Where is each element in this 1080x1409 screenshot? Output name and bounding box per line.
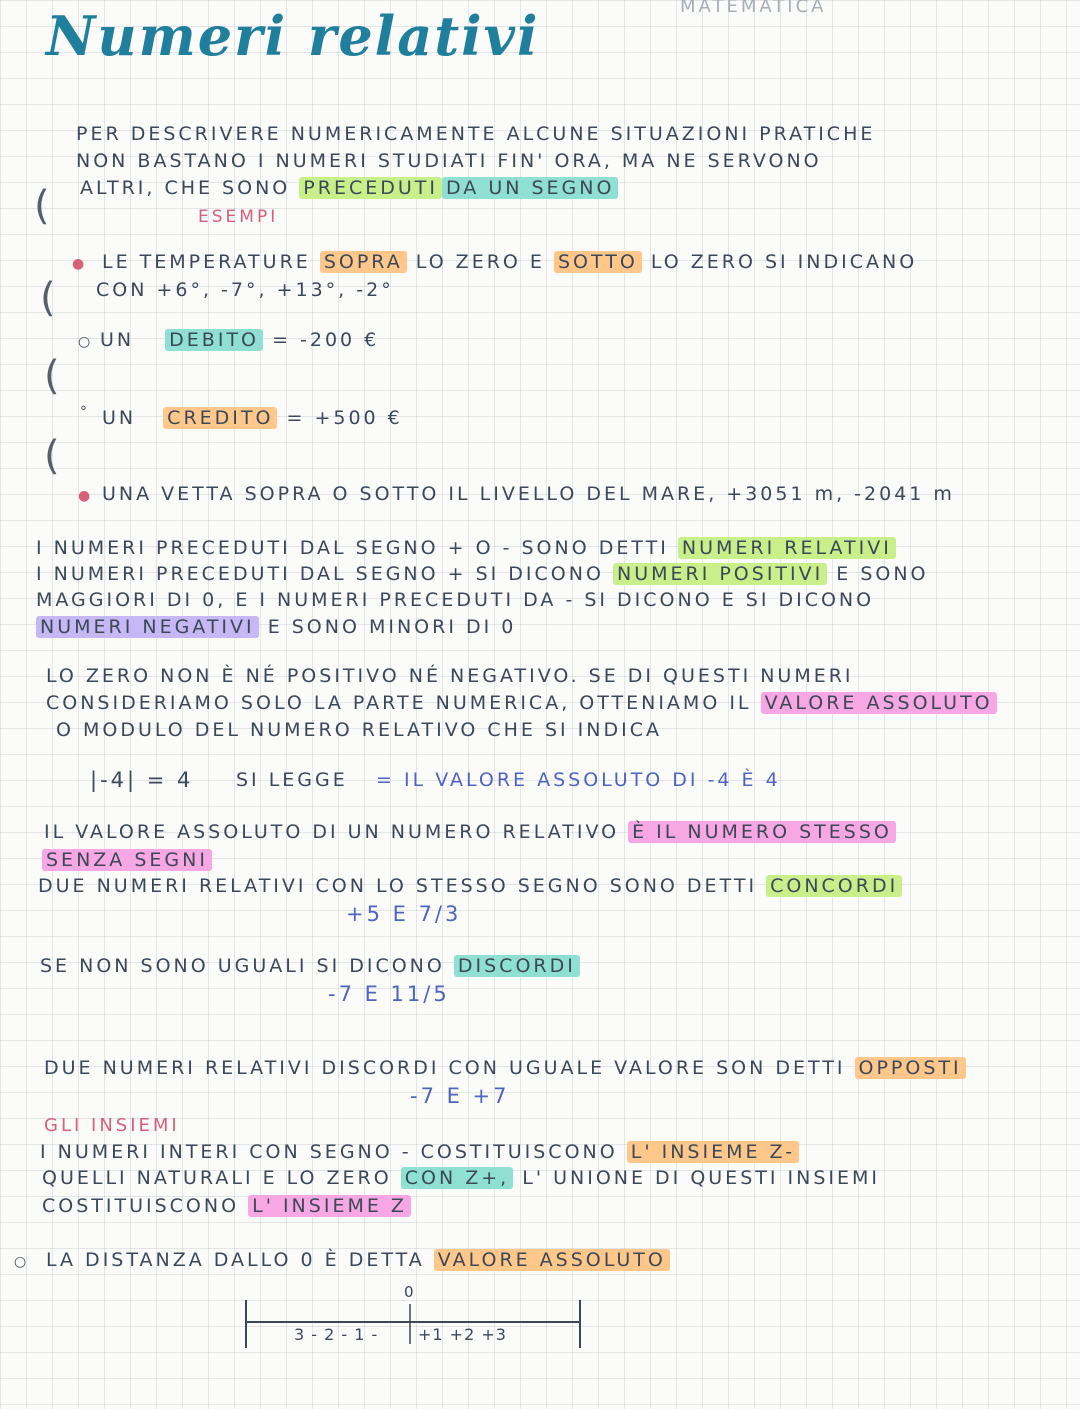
zero-line-1: LO ZERO NON È NÉ POSITIVO NÉ NEGATIVO. SE DI QUESTI NUMERI: [46, 665, 854, 687]
page-title: Numeri relativi: [46, 4, 540, 68]
highlight-z-plus: CON Z+,: [401, 1167, 513, 1189]
highlight-numeri-relativi: NUMERI RELATIVI: [678, 537, 896, 559]
number-line-zero: 0: [404, 1283, 417, 1301]
example-vetta: UNA VETTA SOPRA O SOTTO IL LIVELLO DEL MARE, +3051 m, -2041 m: [102, 483, 955, 505]
opposti-line: DUE NUMERI RELATIVI DISCORDI CON UGUALE VALORE SON DETTI OPPOSTI: [44, 1058, 966, 1080]
highlight-opposti: OPPOSTI: [855, 1057, 966, 1079]
assoluto-line-2: [42, 850, 212, 872]
opposti-example: -7 E +7: [410, 1084, 510, 1108]
highlight-sotto: SOTTO: [554, 251, 642, 273]
intro-line-2: NON BASTANO I NUMERI STUDIATI FIN' ORA, MA NE SERVONO: [76, 150, 822, 172]
bullet-icon: ●: [72, 256, 85, 272]
highlight-preceduti: PRECEDUTI: [299, 177, 442, 199]
example-temperature: LE TEMPERATURE SOPRA LO ZERO E SOTTO LO ZERO SI INDICANO: [102, 251, 918, 273]
modulo-legge: SI LEGGE: [236, 769, 348, 791]
insiemi-line-1: I NUMERI INTERI CON SEGNO - COSTITUISCONO L' INSIEME Z-: [40, 1142, 799, 1164]
bullet-icon: ●: [78, 488, 91, 504]
highlight-insieme-z-minus: L' INSIEME Z-: [627, 1141, 799, 1163]
relativi-line-2: I NUMERI PRECEDUTI DAL SEGNO + SI DICONO NUMERI POSITIVI E SONO: [36, 563, 929, 585]
zero-line-2: CONSIDERIAMO SOLO LA PARTE NUMERICA, OTTENIAMO IL VALORE ASSOLUTO: [46, 693, 997, 715]
highlight-numero-stesso: È IL NUMERO STESSO: [628, 821, 896, 843]
modulo-spiegazione: = IL VALORE ASSOLUTO DI -4 È 4: [376, 769, 781, 791]
assoluto-line-1: IL VALORE ASSOLUTO DI UN NUMERO RELATIVO È IL NUMERO STESSO: [44, 822, 896, 844]
relativi-line-4: NUMERI NEGATIVI E SONO MINORI DI 0: [36, 617, 516, 639]
discordi-example: -7 E 11/5: [328, 982, 450, 1006]
distanza-line: LA DISTANZA DALLO 0 È DETTA VALORE ASSOLUTO: [46, 1250, 670, 1272]
subject-label: MATEMATICA: [680, 0, 827, 17]
example-credito: UN CREDITO = +500 €: [102, 407, 403, 429]
discordi-line: SE NON SONO UGUALI SI DICONO DISCORDI: [40, 956, 580, 978]
insiemi-title: GLI INSIEMI: [44, 1115, 180, 1136]
highlight-senza-segni: SENZA SEGNI: [42, 849, 212, 871]
relativi-line-3: MAGGIORI DI 0, E I NUMERI PRECEDUTI DA - SI DICONO E SI DICONO: [36, 589, 875, 611]
highlight-da-un-segno: DA UN SEGNO: [442, 177, 618, 199]
insiemi-line-2: QUELLI NATURALI E LO ZERO CON Z+, L' UNIONE DI QUESTI INSIEMI: [42, 1167, 880, 1189]
example-temperature-values: CON +6°, -7°, +13°, -2°: [96, 279, 394, 301]
highlight-credito: CREDITO: [163, 407, 277, 429]
highlight-sopra: SOPRA: [320, 251, 407, 273]
highlight-discordi: DISCORDI: [454, 955, 580, 977]
flow-arrow-icon: (: [44, 433, 60, 479]
number-line-positives: +1 +2 +3: [418, 1325, 507, 1344]
relativi-line-1: I NUMERI PRECEDUTI DAL SEGNO + O - SONO DETTI NUMERI RELATIVI: [36, 538, 896, 560]
number-line-negatives: 3 - 2 - 1 -: [294, 1325, 379, 1344]
intro-line-3: ALTRI, CHE SONO PRECEDUTI DA UN SEGNO: [80, 178, 618, 200]
highlight-debito: DEBITO: [165, 329, 263, 351]
flow-arrow-icon: (: [34, 183, 50, 229]
highlight-insieme-z: L' INSIEME Z: [248, 1195, 411, 1217]
highlight-valore-assoluto-distanza: VALORE ASSOLUTO: [434, 1249, 670, 1271]
intro-line-1: PER DESCRIVERE NUMERICAMENTE ALCUNE SITUAZIONI PRATICHE: [76, 123, 876, 145]
highlight-concordi: CONCORDI: [766, 875, 902, 897]
concordi-example: +5 E 7/3: [346, 902, 462, 926]
modulo-formula: |-4| = 4: [90, 768, 194, 792]
bullet-icon: °: [80, 404, 87, 420]
example-debito: UN DEBITO = -200 €: [100, 329, 380, 351]
bullet-icon: ○: [14, 1254, 27, 1270]
concordi-line: DUE NUMERI RELATIVI CON LO STESSO SEGNO SONO DETTI CONCORDI: [38, 876, 902, 898]
highlight-numeri-negativi: NUMERI NEGATIVI: [36, 616, 259, 638]
highlight-numeri-positivi: NUMERI POSITIVI: [613, 563, 827, 585]
flow-arrow-icon: (: [44, 353, 60, 399]
flow-arrow-icon: (: [40, 275, 56, 321]
insiemi-line-3: COSTITUISCONO L' INSIEME Z: [42, 1196, 411, 1218]
highlight-valore-assoluto: VALORE ASSOLUTO: [761, 692, 997, 714]
bullet-icon: ○: [78, 334, 91, 350]
esempi-label: ESEMPI: [198, 207, 279, 227]
zero-line-3: O MODULO DEL NUMERO RELATIVO CHE SI INDICA: [56, 719, 662, 741]
